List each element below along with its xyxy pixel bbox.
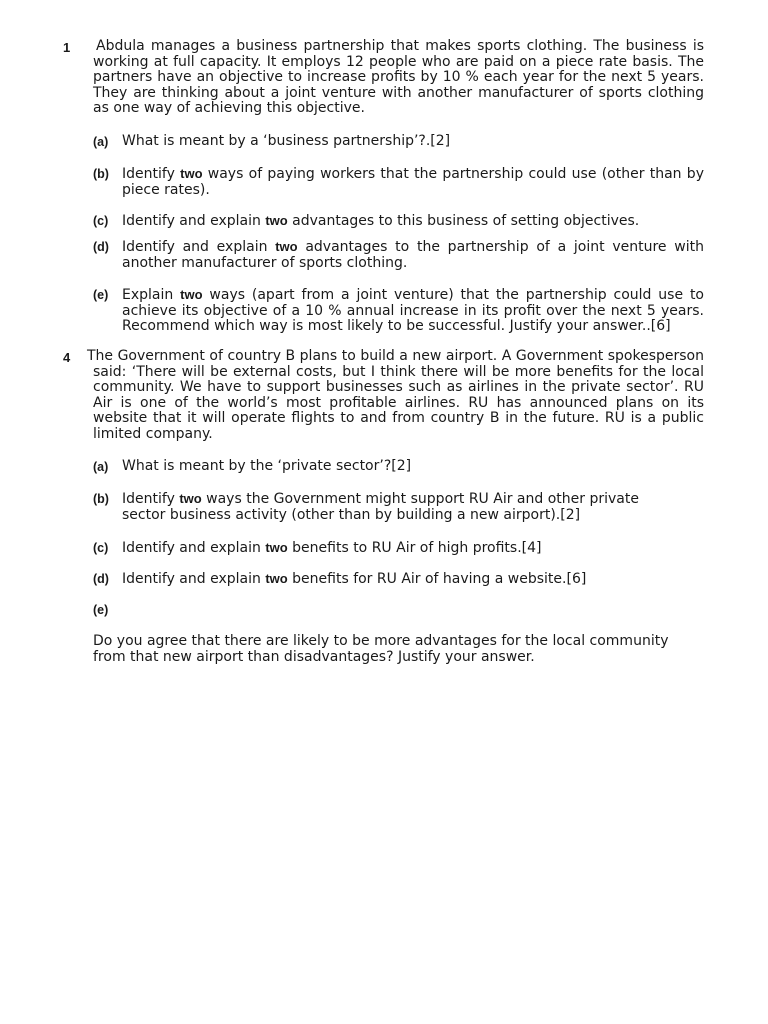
part-text: What is meant by a ‘business partnership’?.[2] — [122, 133, 451, 149]
keyword: two — [265, 213, 288, 228]
keyword: two — [180, 166, 203, 181]
part-label: (a) — [93, 460, 109, 474]
keyword: two — [179, 491, 202, 506]
part-text: Identify and explain two advantages to the partnership of a joint venture with another manufacturer of sports clothing. — [122, 239, 704, 271]
part-label: (d) — [93, 240, 109, 254]
part-text: Identify and explain two advantages to this business of setting objectives. — [122, 213, 640, 229]
keyword: two — [265, 540, 288, 555]
part-label: (b) — [93, 492, 109, 506]
question-stem: Abdula manages a business partnership that makes sports clothing. The business is working at full capacity. It employs 12 people who are paid on a piece rate basis. The partners have an objective to increase profits by 10 % each year for the next 5 years. They are thinking about a joint venture with another manufacturer of sports clothing as one way of achieving this objective. — [93, 38, 704, 117]
question-number: 4 — [63, 350, 71, 365]
keyword: two — [265, 571, 288, 586]
question-number: 1 — [63, 40, 71, 55]
part-text: What is meant by the ‘private sector’?[2] — [122, 458, 412, 474]
part-text: Identify two ways of paying workers that the partnership could use (other than by piece rates). — [122, 166, 704, 198]
part-text: Explain two ways (apart from a joint venture) that the partnership could use to achieve its objective of a 10 % annual increase in its profit over the next 5 years. Recommend which way is most likely to be successful. Justify your answer..[6] — [122, 287, 705, 335]
question-stem: The Government of country B plans to build a new airport. A Government spokesperson said: ‘There will be external costs, but I think there will be more benefits for the local community. We have to support businesses such as airlines in the private sector’. RU Air is one of the world’s most profitable airlines. RU has announced plans on its website that it will operate flights to and from country B in the future. RU is a public limited company. — [87, 348, 704, 442]
keyword: two — [180, 287, 203, 302]
closing-question: Do you agree that there are likely to be more advantages for the local community from that new airport than disadvantages? Justify your answer. — [93, 633, 669, 665]
part-text: Identify two ways the Government might support RU Air and other private sector business activity (other than by building a new airport).[2] — [122, 491, 639, 523]
part-label: (c) — [93, 214, 109, 228]
part-label: (e) — [93, 603, 109, 617]
part-label: (d) — [93, 572, 109, 586]
part-text: Identify and explain two benefits to RU Air of high profits.[4] — [122, 540, 542, 556]
keyword: two — [275, 239, 298, 254]
part-label: (e) — [93, 288, 109, 302]
part-label: (b) — [93, 167, 109, 181]
part-label: (a) — [93, 135, 109, 149]
part-text: Identify and explain two benefits for RU Air of having a website.[6] — [122, 571, 587, 587]
part-label: (c) — [93, 541, 109, 555]
